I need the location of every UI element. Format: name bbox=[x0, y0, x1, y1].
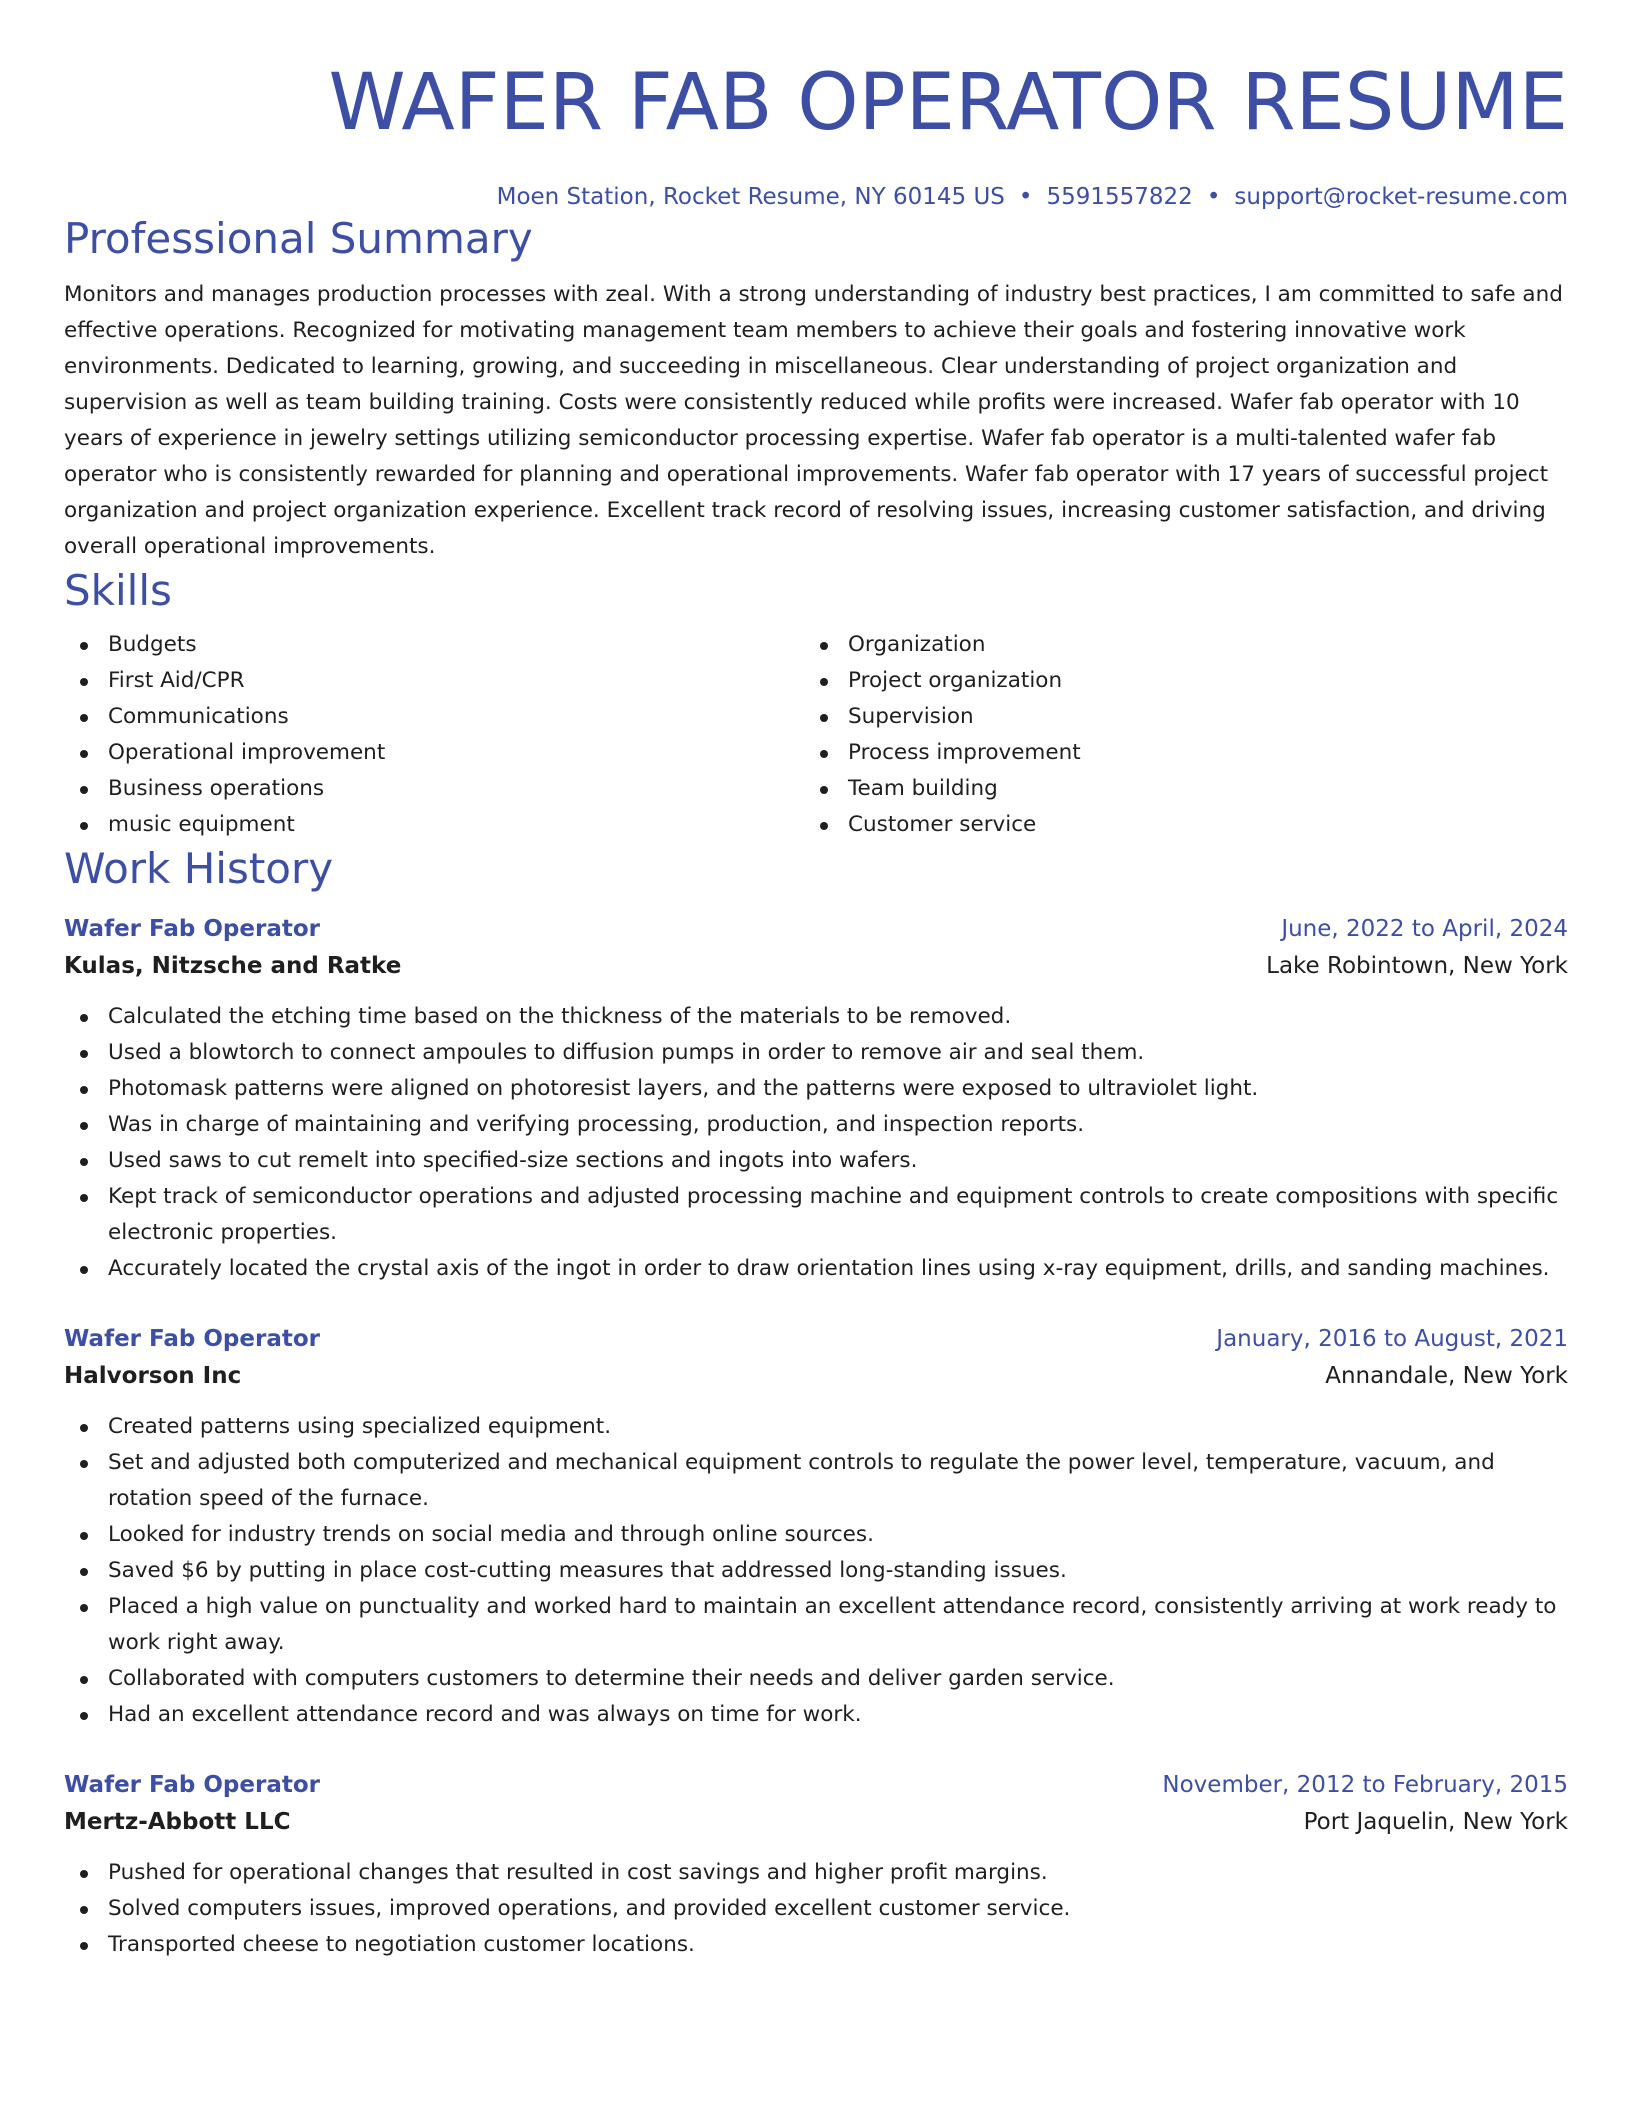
contact-line bbox=[64, 181, 1568, 213]
duty-item: Collaborated with computers customers to determine their needs and deliver garden service. bbox=[64, 1661, 1568, 1697]
skill-item: Operational improvement bbox=[64, 735, 804, 771]
resume-page bbox=[64, 0, 1568, 1963]
duty-item: Created patterns using specialized equipment. bbox=[64, 1409, 1568, 1445]
duty-item: Set and adjusted both computerized and mechanical equipment controls to regulate the power level, temperature, vacuum, and rotation speed of the furnace. bbox=[64, 1445, 1568, 1517]
duty-item: Kept track of semiconductor operations and adjusted processing machine and equipment controls to create compositions with specific electronic properties. bbox=[64, 1179, 1568, 1251]
duty-item: Was in charge of maintaining and verifying processing, production, and inspection reports. bbox=[64, 1107, 1568, 1143]
skills-list bbox=[64, 627, 1568, 843]
summary-text: Monitors and manages production processes with zeal. With a strong understanding of industry best practices, I am committed to safe and effective operations. Recognized for motivating management team members to achieve their goals and fostering innovative work environments. Dedicated to learning, growing, and succeeding in miscellaneous. Clear understanding of project organization and supervision as well as team building training. Costs were consistently reduced while profits were increased. Wafer fab operator with 10 years of experience in jewelry settings utilizing semiconductor processing expertise. Wafer fab operator is a multi-talented wafer fab operator who is consistently rewarded for planning and operational improvements. Wafer fab operator with 17 years of successful project organization and project organization experience. Excellent track record of resolving issues, increasing customer satisfaction, and driving overall operational improvements. bbox=[64, 282, 1563, 559]
skill-item: Customer service bbox=[804, 807, 1544, 843]
job-duties bbox=[64, 1409, 1568, 1733]
job-duties bbox=[64, 1855, 1568, 1963]
summary-heading: Professional Summary bbox=[64, 214, 533, 263]
skills-heading: Skills bbox=[64, 566, 172, 615]
contact-address: Moen Station, Rocket Resume, NY 60145 US bbox=[496, 184, 1005, 210]
skill-item: Business operations bbox=[64, 771, 804, 807]
job-subheader bbox=[64, 1357, 1568, 1395]
skill-item: music equipment bbox=[64, 807, 804, 843]
contact-separator: • bbox=[1206, 184, 1221, 210]
duty-item: Used saws to cut remelt into specified-size sections and ingots into wafers. bbox=[64, 1143, 1568, 1179]
skill-item: First Aid/CPR bbox=[64, 663, 804, 699]
job-dates: June, 2022 to April, 2024 bbox=[1281, 916, 1568, 942]
work-history-heading: Work History bbox=[64, 844, 334, 893]
skill-item: Process improvement bbox=[804, 735, 1544, 771]
duty-item: Transported cheese to negotiation customer locations. bbox=[64, 1927, 1568, 1963]
skill-item: Project organization bbox=[804, 663, 1544, 699]
job-company: Mertz-Abbott LLC bbox=[64, 1809, 291, 1835]
job-title: Wafer Fab Operator bbox=[64, 1772, 320, 1798]
job-entry bbox=[64, 911, 1568, 1287]
skill-item: Team building bbox=[804, 771, 1544, 807]
job-location: Annandale, New York bbox=[1325, 1363, 1568, 1389]
job-dates: November, 2012 to February, 2015 bbox=[1162, 1772, 1568, 1798]
skill-item: Communications bbox=[64, 699, 804, 735]
job-location: Port Jaquelin, New York bbox=[1303, 1809, 1568, 1835]
job-header bbox=[64, 1767, 1568, 1803]
duty-item: Placed a high value on punctuality and worked hard to maintain an excellent attendance record, consistently arriving at work ready to work right away. bbox=[64, 1589, 1568, 1661]
skills-column-left bbox=[64, 627, 804, 843]
job-entry bbox=[64, 1767, 1568, 1963]
job-company: Halvorson Inc bbox=[64, 1363, 242, 1389]
skills-column-right bbox=[804, 627, 1544, 843]
job-subheader bbox=[64, 947, 1568, 985]
job-dates: January, 2016 to August, 2021 bbox=[1216, 1326, 1568, 1352]
skill-item: Supervision bbox=[804, 699, 1544, 735]
duty-item: Photomask patterns were aligned on photoresist layers, and the patterns were exposed to ultraviolet light. bbox=[64, 1071, 1568, 1107]
skill-item: Budgets bbox=[64, 627, 804, 663]
duty-item: Used a blowtorch to connect ampoules to diffusion pumps in order to remove air and seal them. bbox=[64, 1035, 1568, 1071]
job-duties bbox=[64, 999, 1568, 1287]
job-title: Wafer Fab Operator bbox=[64, 916, 320, 942]
resume-title: WAFER FAB OPERATOR RESUME bbox=[328, 58, 1568, 148]
job-location: Lake Robintown, New York bbox=[1266, 953, 1568, 979]
job-title: Wafer Fab Operator bbox=[64, 1326, 320, 1352]
duty-item: Accurately located the crystal axis of the ingot in order to draw orientation lines using x-ray equipment, drills, and sanding machines. bbox=[64, 1251, 1568, 1287]
contact-separator: • bbox=[1018, 184, 1033, 210]
duty-item: Saved $6 by putting in place cost-cutting measures that addressed long-standing issues. bbox=[64, 1553, 1568, 1589]
job-company: Kulas, Nitzsche and Ratke bbox=[64, 953, 402, 979]
contact-phone: 5591557822 bbox=[1046, 184, 1193, 210]
duty-item: Calculated the etching time based on the thickness of the materials to be removed. bbox=[64, 999, 1568, 1035]
contact-email[interactable]: support@rocket-resume.com bbox=[1234, 184, 1568, 210]
duty-item: Had an excellent attendance record and was always on time for work. bbox=[64, 1697, 1568, 1733]
duty-item: Solved computers issues, improved operations, and provided excellent customer service. bbox=[64, 1891, 1568, 1927]
duty-item: Pushed for operational changes that resulted in cost savings and higher profit margins. bbox=[64, 1855, 1568, 1891]
job-entry bbox=[64, 1321, 1568, 1733]
skill-item: Organization bbox=[804, 627, 1544, 663]
job-subheader bbox=[64, 1803, 1568, 1841]
job-header bbox=[64, 911, 1568, 947]
job-header bbox=[64, 1321, 1568, 1357]
duty-item: Looked for industry trends on social media and through online sources. bbox=[64, 1517, 1568, 1553]
